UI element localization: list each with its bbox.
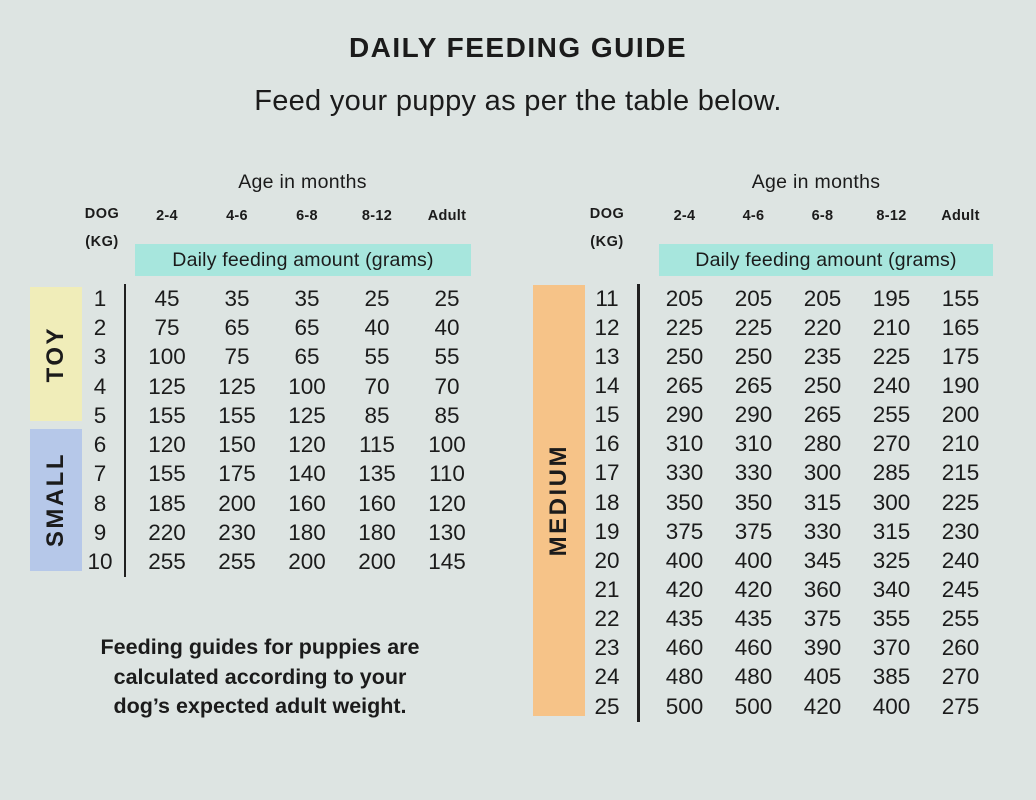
feeding-amount-cell: 500 [734,693,773,719]
feeding-amount-cell: 210 [941,431,980,457]
kg-label: (KG) [85,234,119,250]
feeding-amount-cell: 300 [872,489,911,515]
feeding-amount-cell: 275 [941,693,980,719]
feeding-amount-cell: 70 [434,373,460,399]
feeding-amount-cell: 35 [224,285,250,311]
table-row [78,313,482,342]
category-label-medium: MEDIUM [545,444,572,557]
feeding-amount-cell: 220 [803,314,842,340]
age-col-4-6: 4-6 [226,208,248,224]
feeding-amount-cell: 290 [734,402,773,428]
table-row [583,546,995,575]
feeding-amount-cell: 180 [288,520,326,546]
category-strip-medium [533,285,585,716]
feeding-amount-cell: 110 [429,461,465,487]
feeding-amount-cell: 40 [434,314,460,340]
feeding-amount-cell: 65 [294,344,320,370]
feeding-amount-cell: 345 [803,547,842,573]
feeding-amount-cell: 355 [872,606,911,632]
footer-note-line: Feeding guides for puppies are [100,635,420,659]
feeding-amount-cell: 140 [288,461,326,487]
table-row [583,517,995,546]
table-row [78,401,482,430]
feeding-amount-cell: 190 [941,372,980,398]
dog-weight-cell: 21 [594,576,620,602]
dog-weight-cell: 15 [594,402,620,428]
feeding-amount-cell: 155 [148,402,186,428]
dog-weight-cell: 18 [594,489,620,515]
kg-label: (KG) [590,234,624,250]
feeding-amount-cell: 480 [734,664,773,690]
table-rows [583,284,995,721]
category-label-toy: TOY [42,325,69,383]
feeding-amount-cell: 350 [734,489,773,515]
feeding-amount-cell: 160 [358,490,396,516]
feeding-amount-cell: 255 [872,402,911,428]
dog-weight-cell: 17 [594,460,620,486]
category-strip-small [30,429,82,571]
dog-weight-cell: 23 [594,635,620,661]
age-col-adult: Adult [427,208,467,224]
dog-weight-cell: 6 [93,432,107,458]
page-subtitle: Feed your puppy as per the table below. [254,85,782,117]
table-row [583,401,995,430]
feeding-amount-cell: 250 [803,372,842,398]
feeding-amount-cell: 435 [665,606,704,632]
age-column-headers [132,208,482,224]
feeding-amount-cell: 220 [148,520,186,546]
dog-weight-cell: 22 [594,606,620,632]
feeding-amount-cell: 285 [872,460,911,486]
feeding-amount-cell: 265 [734,372,773,398]
feeding-amount-cell: 370 [872,635,911,661]
feeding-amount-cell: 155 [148,461,186,487]
feeding-amount-cell: 375 [803,606,842,632]
table-row [78,489,482,518]
age-col-6-8: 6-8 [296,208,318,224]
dog-weight-cell: 11 [595,285,619,311]
feeding-amount-cell: 200 [288,549,326,575]
feeding-amount-cell: 200 [358,549,396,575]
dog-weight-cell: 19 [594,518,620,544]
age-col-8-12: 8-12 [876,208,907,224]
feeding-amount-cell: 250 [665,343,704,369]
feeding-amount-cell: 260 [941,635,980,661]
feeding-amount-cell: 195 [872,285,911,311]
feeding-amount-cell: 205 [803,285,842,311]
feeding-amount-cell: 120 [288,432,326,458]
feeding-amount-cell: 45 [154,285,180,311]
feeding-amount-cell: 230 [218,520,256,546]
feeding-amount-cell: 385 [872,664,911,690]
footer-note-line: dog’s expected adult weight. [113,694,407,718]
feeding-amount-cell: 215 [941,460,980,486]
feeding-amount-cell: 250 [734,343,773,369]
feeding-amount-cell: 70 [364,373,390,399]
feeding-amount-cell: 180 [358,520,396,546]
age-col-4-6: 4-6 [742,208,765,224]
age-col-8-12: 8-12 [361,208,393,224]
age-col-2-4: 2-4 [673,208,696,224]
table-row [583,663,995,692]
feeding-amount-cell: 225 [734,314,773,340]
feeding-amount-cell: 240 [941,547,980,573]
dog-weight-cell: 13 [594,343,620,369]
dog-weight-cell: 7 [93,461,107,487]
dog-weight-cell: 1 [93,285,107,311]
footer-note [40,633,480,722]
dog-kg-column-header [583,207,631,250]
table-row [583,284,995,313]
feeding-amount-cell: 390 [803,635,842,661]
dog-weight-cell: 4 [93,373,107,399]
feeding-amount-cell: 480 [665,664,704,690]
feeding-amount-cell: 55 [364,344,390,370]
footer-note-line: calculated according to your [113,664,407,689]
feeding-amount-cell: 175 [941,343,980,369]
table-row [583,430,995,459]
feeding-amount-cell: 200 [941,402,980,428]
feeding-amount-cell: 350 [665,489,704,515]
dog-weight-cell: 10 [87,549,113,575]
dog-weight-cell: 20 [594,547,620,573]
dog-weight-cell: 25 [594,693,620,719]
feeding-amount-cell: 325 [872,547,911,573]
feeding-amount-cell: 330 [665,460,704,486]
feeding-amount-cell: 375 [665,518,704,544]
age-in-months-header: Age in months [751,171,881,193]
feeding-amount-cell: 185 [148,490,186,516]
feeding-amount-cell: 145 [428,549,466,575]
table-row [583,575,995,604]
feeding-amount-cell: 435 [734,606,773,632]
feeding-amount-cell: 125 [218,373,256,399]
feeding-amount-cell: 420 [734,576,773,602]
feeding-amount-cell: 340 [872,576,911,602]
dog-weight-cell: 24 [594,664,620,690]
feeding-amount-cell: 125 [148,373,186,399]
feeding-amount-cell: 230 [941,518,980,544]
feeding-amount-cell: 240 [872,372,911,398]
table-row [78,343,482,372]
table-row [583,488,995,517]
feeding-amount-cell: 130 [428,520,466,546]
feeding-amount-cell: 150 [218,432,256,458]
age-in-months-header: Age in months [238,171,367,193]
feeding-amount-cell: 225 [872,343,911,369]
feeding-amount-cell: 100 [148,344,186,370]
feeding-amount-cell: 460 [734,635,773,661]
feeding-amount-cell: 225 [941,489,980,515]
feeding-amount-cell: 400 [872,693,911,719]
feeding-amount-cell: 85 [434,402,460,428]
feeding-amount-cell: 155 [218,402,256,428]
feeding-amount-cell: 175 [218,461,256,487]
feeding-amount-cell: 100 [288,373,326,399]
dog-label: DOG [84,206,120,222]
feeding-amount-cell: 400 [734,547,773,573]
table-rows [78,284,482,577]
feeding-amount-cell: 300 [803,460,842,486]
feeding-amount-band: Daily feeding amount (grams) [135,244,471,276]
feeding-amount-cell: 55 [434,344,460,370]
feeding-amount-cell: 420 [665,576,704,602]
feeding-amount-cell: 65 [294,314,320,340]
feeding-amount-cell: 375 [734,518,773,544]
feeding-amount-cell: 225 [665,314,704,340]
feeding-amount-cell: 280 [803,431,842,457]
category-label-small: SMALL [42,452,69,548]
feeding-amount-cell: 100 [428,432,466,458]
feeding-amount-cell: 265 [803,402,842,428]
feeding-amount-cell: 400 [665,547,704,573]
feeding-amount-cell: 255 [941,606,980,632]
feeding-amount-cell: 500 [665,693,704,719]
feeding-amount-cell: 270 [872,431,911,457]
feeding-amount-cell: 315 [803,489,842,515]
feeding-amount-cell: 85 [364,402,390,428]
table-row [583,459,995,488]
feeding-amount-cell: 205 [734,285,773,311]
category-strip-toy [30,287,82,421]
feeding-amount-cell: 360 [803,576,842,602]
dog-weight-cell: 3 [93,344,107,370]
table-row [78,518,482,547]
table-row [583,371,995,400]
feeding-amount-cell: 265 [665,372,704,398]
page-title: DAILY FEEDING GUIDE [348,32,688,63]
table-row [78,372,482,401]
table-row [583,605,995,634]
feeding-amount-cell: 270 [941,664,980,690]
feeding-amount-cell: 330 [734,460,773,486]
table-row [583,634,995,663]
feeding-amount-cell: 25 [434,285,460,311]
feeding-amount-band: Daily feeding amount (grams) [659,244,993,276]
dog-weight-cell: 5 [93,402,107,428]
dog-weight-cell: 8 [93,490,107,516]
feeding-amount-cell: 115 [359,432,395,458]
feeding-amount-cell: 245 [941,576,980,602]
feeding-amount-cell: 40 [364,314,390,340]
table-row [78,548,482,577]
table-row [583,692,995,721]
dog-weight-cell: 16 [594,431,620,457]
age-col-2-4: 2-4 [156,208,178,224]
feeding-amount-cell: 405 [803,664,842,690]
feeding-amount-cell: 200 [218,490,256,516]
feeding-amount-cell: 135 [358,461,396,487]
feeding-amount-cell: 35 [294,285,320,311]
feeding-amount-cell: 120 [148,432,186,458]
dog-label: DOG [589,206,625,222]
feeding-amount-cell: 255 [148,549,186,575]
feeding-amount-cell: 255 [218,549,256,575]
feeding-amount-cell: 155 [941,285,980,311]
dog-weight-cell: 14 [594,372,620,398]
feeding-amount-cell: 125 [288,402,326,428]
dog-weight-cell: 2 [93,314,107,340]
feeding-amount-cell: 65 [224,314,250,340]
feeding-amount-cell: 210 [872,314,911,340]
table-row [78,284,482,313]
age-col-6-8: 6-8 [811,208,834,224]
feeding-amount-cell: 310 [665,431,704,457]
feeding-amount-cell: 25 [364,285,390,311]
table-row [78,430,482,459]
feeding-amount-cell: 235 [803,343,842,369]
dog-kg-column-header [78,207,126,250]
feeding-amount-cell: 330 [803,518,842,544]
feeding-amount-cell: 120 [428,490,466,516]
age-column-headers [650,208,995,224]
feeding-amount-cell: 310 [734,431,773,457]
feeding-amount-cell: 205 [665,285,704,311]
feeding-amount-cell: 290 [665,402,704,428]
feeding-amount-cell: 160 [288,490,326,516]
feeding-amount-cell: 420 [803,693,842,719]
dog-weight-cell: 12 [594,314,620,340]
feeding-amount-cell: 315 [872,518,911,544]
feeding-amount-cell: 75 [154,314,180,340]
table-row [583,342,995,371]
table-row [78,460,482,489]
feeding-amount-cell: 75 [224,344,250,370]
age-col-adult: Adult [941,208,980,224]
dog-weight-cell: 9 [93,520,107,546]
feeding-amount-cell: 165 [941,314,980,340]
feeding-amount-cell: 460 [665,635,704,661]
table-row [583,313,995,342]
